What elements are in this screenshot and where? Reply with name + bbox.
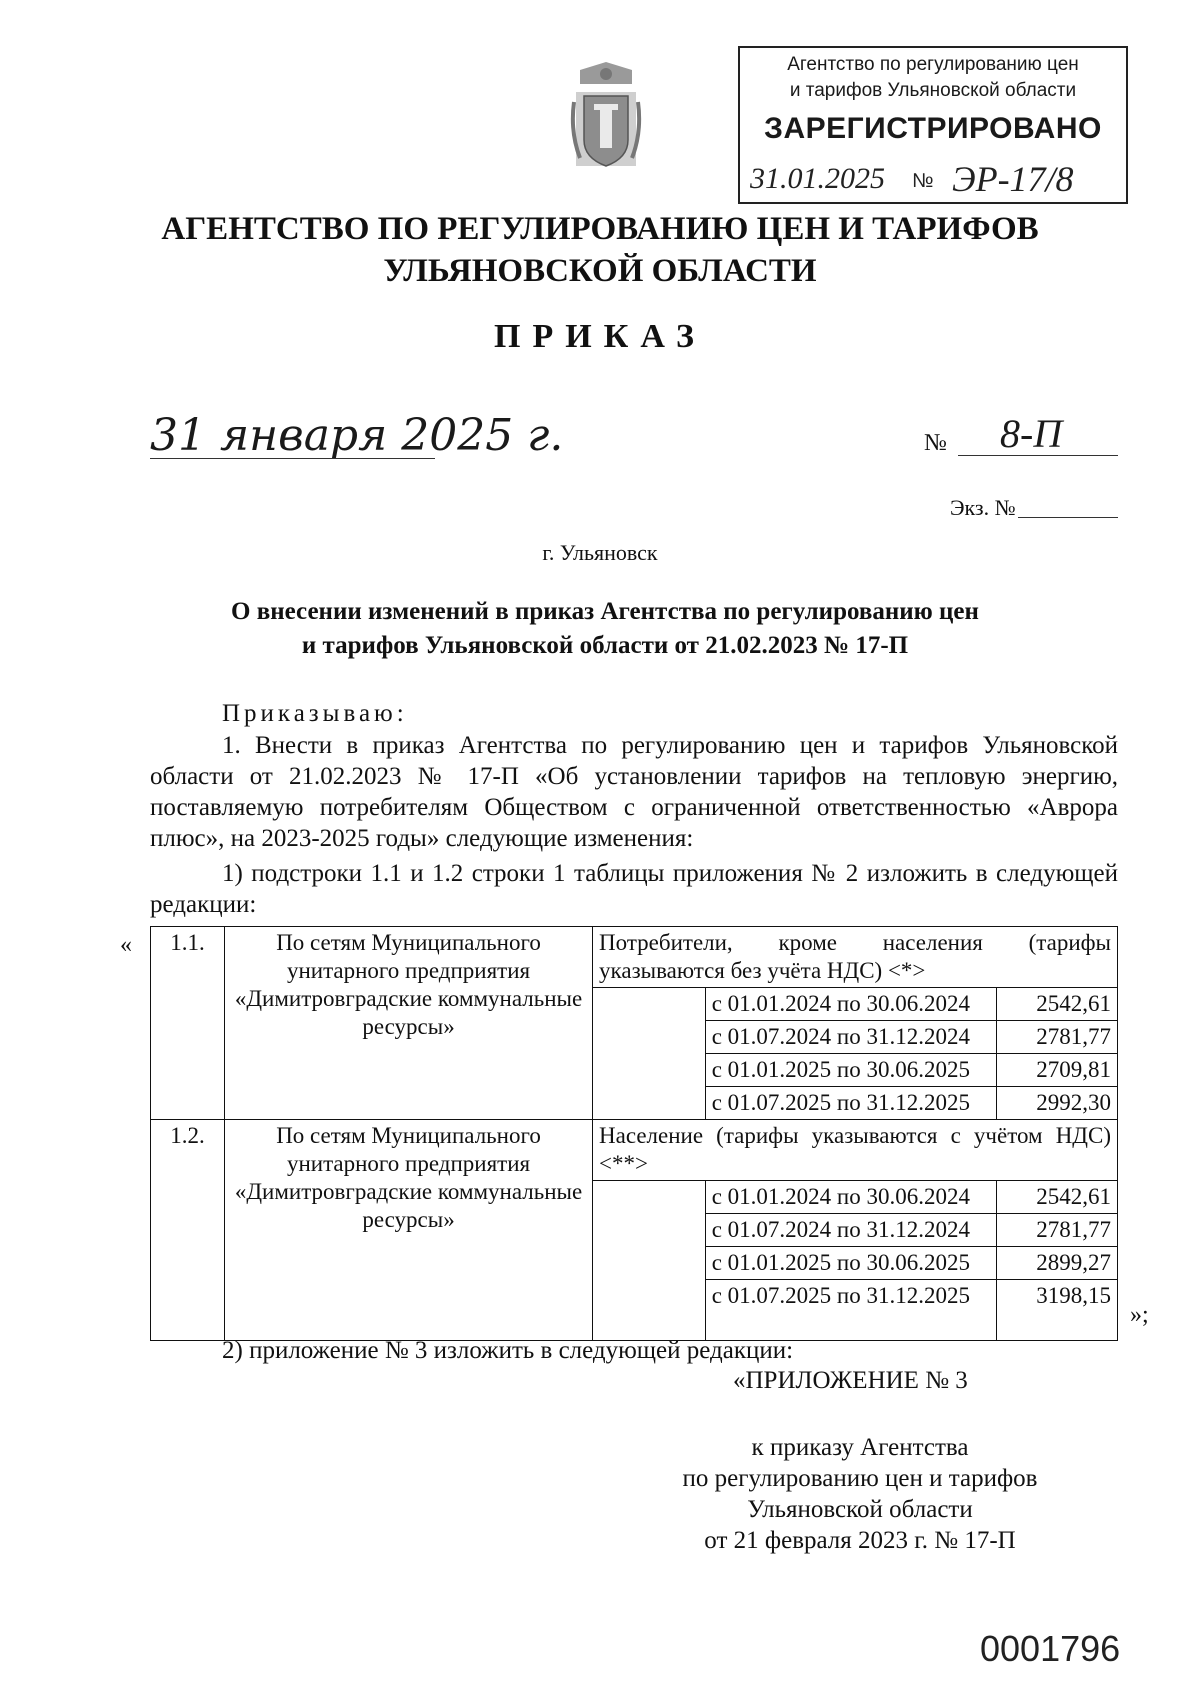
tariff-value: 3198,15 <box>996 1280 1117 1341</box>
period-cell: с 01.01.2024 по 30.06.2024 <box>705 988 996 1021</box>
consumer-category: Население (тарифы указываются с учётом НДС)<**> <box>593 1120 1118 1181</box>
tariff-value: 2542,61 <box>996 1181 1117 1214</box>
order-date: 31 января 2025 г. <box>150 410 564 461</box>
subject-line2: и тарифов Ульяновской области от 21.02.2023 № 17-П <box>301 632 909 659</box>
copy-number-label: Экз. № <box>950 495 1016 520</box>
stamp-date: 31.01.2025 <box>750 162 885 195</box>
document-type: ПРИКАЗ <box>494 318 706 355</box>
stamp-handwritten-entry <box>742 158 1126 202</box>
tariff-value: 2781,77 <box>996 1021 1117 1054</box>
consumer-category: Потребители, кроме населения (тарифы указываются без учёта НДС) <*> <box>593 927 1118 988</box>
table-open-quote: « <box>120 932 132 958</box>
period-cell: с 01.01.2024 по 30.06.2024 <box>705 1181 996 1214</box>
tariff-table <box>150 926 1118 1341</box>
order-subject <box>150 595 1060 663</box>
stamp-number: ЭР-17/8 <box>952 159 1074 199</box>
network-cell: По сетям Муниципального унитарного предприятия «Димитровградские коммунальные ресурсы» <box>225 927 593 1120</box>
registration-stamp <box>738 46 1128 204</box>
appendix-line1: к приказу Агентства <box>751 1434 969 1461</box>
table-close-quote: »; <box>1130 1302 1149 1328</box>
tariff-value: 2709,81 <box>996 1054 1117 1087</box>
coat-of-arms-emblem <box>570 62 642 172</box>
network-cell: По сетям Муниципального унитарного предприятия «Димитровградские коммунальные ресурсы» <box>225 1120 593 1341</box>
stamp-agency-line2: и тарифов Ульяновской области <box>789 80 1077 101</box>
agency-title-line2: УЛЬЯНОВСКОЙ ОБЛАСТИ <box>383 253 817 289</box>
order-directive: Приказываю: <box>222 700 408 727</box>
period-cell: с 01.01.2025 по 30.06.2025 <box>705 1247 996 1280</box>
appendix-title: «ПРИЛОЖЕНИЕ № 3 <box>733 1367 968 1394</box>
tariff-value: 2992,30 <box>996 1087 1117 1120</box>
stamp-number-label: № <box>912 170 934 192</box>
stamp-agency-line1: Агентство по регулированию цен <box>787 54 1079 75</box>
appendix-line2: по регулированию цен и тарифов <box>682 1465 1038 1492</box>
agency-title <box>0 208 1200 292</box>
paragraph-1-text: Внести в приказ Агентства по регулированию цен и тарифов Ульяновской области от 21.02.2023 № 17-П «Об установлении тарифов на тепловую энергию, поставляемую потребителям Обществом с ограниченной ответственностью «Аврора плюс», на 2023-2025 годы» следующие изменения: <box>150 732 1119 852</box>
date-underline <box>150 458 435 459</box>
period-cell: с 01.01.2025 по 30.06.2025 <box>705 1054 996 1087</box>
order-number-label: № <box>924 430 947 456</box>
city: г. Ульяновск <box>542 540 658 565</box>
page-serial-number: 0001796 <box>980 1628 1121 1669</box>
period-cell: с 01.07.2024 по 31.12.2024 <box>705 1021 996 1054</box>
tariff-value: 2542,61 <box>996 988 1117 1021</box>
copy-number-underline <box>1018 517 1118 518</box>
stamp-status: ЗАРЕГИСТРИРОВАНО <box>764 112 1102 145</box>
appendix-line4: от 21 февраля 2023 г. № 17-П <box>704 1527 1016 1554</box>
table-row <box>151 1120 1118 1181</box>
paragraph-1-item-2: 2) приложение № 3 изложить в следующей редакции: <box>222 1337 794 1364</box>
paragraph-1-item-1 <box>150 858 1118 920</box>
paragraph-1 <box>150 730 1118 854</box>
period-cell: с 01.07.2025 по 31.12.2025 <box>705 1280 996 1341</box>
tariff-value: 2781,77 <box>996 1214 1117 1247</box>
number-underline <box>958 455 1118 456</box>
subject-line1: О внесении изменений в приказ Агентства по регулированию цен <box>231 598 979 625</box>
paragraph-1-number: 1. <box>222 732 241 759</box>
tariff-value: 2899,27 <box>996 1247 1117 1280</box>
appendix-line3: Ульяновской области <box>747 1496 973 1523</box>
period-cell: с 01.07.2025 по 31.12.2025 <box>705 1087 996 1120</box>
appendix-reference <box>600 1432 1120 1556</box>
row-number: 1.1. <box>151 927 225 1120</box>
item-1-number: 1) <box>222 860 243 887</box>
item-1-text: подстроки 1.1 и 1.2 строки 1 таблицы приложения № 2 изложить в следующей редакции: <box>150 860 1119 918</box>
row-number: 1.2. <box>151 1120 225 1341</box>
table-row <box>151 927 1118 988</box>
period-cell: с 01.07.2024 по 31.12.2024 <box>705 1214 996 1247</box>
order-number: 8-П <box>1000 411 1063 456</box>
blank-cell <box>593 1181 706 1341</box>
blank-cell <box>593 988 706 1120</box>
agency-title-line1: АГЕНТСТВО ПО РЕГУЛИРОВАНИЮ ЦЕН И ТАРИФОВ <box>161 211 1039 247</box>
